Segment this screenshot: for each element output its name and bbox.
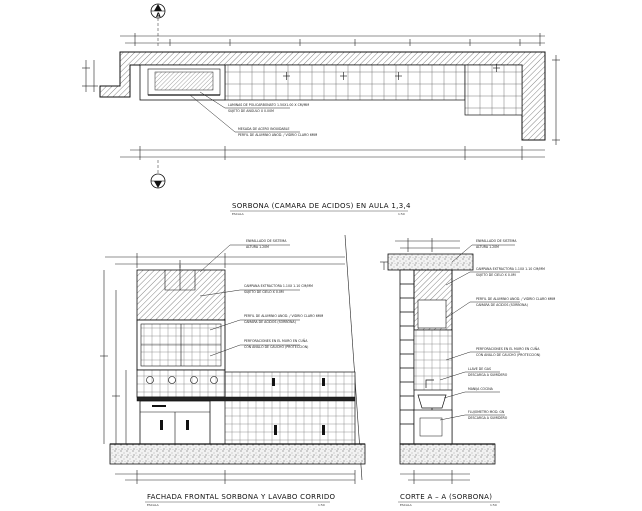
section-note-11: MANIJA COCINA bbox=[468, 387, 493, 391]
section-title: CORTE A – A (SORBONA) bbox=[400, 493, 493, 501]
plan-title: SORBONA (CAMARA DE ACIDOS) EN AULA 1,3,4 bbox=[232, 202, 411, 210]
plan-dimension-lines-right bbox=[552, 55, 560, 145]
elevation-dimension-lines-top bbox=[105, 253, 345, 268]
section-note-5: PERFIL DE ALUMINIO ANOD. / VIDRIO CLARO 6MM bbox=[476, 297, 556, 301]
section-note-2: ALTURA 1.20M bbox=[476, 245, 499, 249]
elevation-floor bbox=[110, 444, 365, 464]
plan-note-2: SUJETO DE ANGULO X 0.00M bbox=[228, 109, 274, 113]
section-dimension-lines-left bbox=[380, 262, 388, 270]
section-note-4: SUJETO DE CIELO X 0.0M bbox=[476, 273, 516, 277]
section-a-a bbox=[380, 238, 556, 507]
plan-scale-label: ESCALA bbox=[232, 212, 244, 216]
elevation-scale-value: 1:50 bbox=[318, 503, 325, 507]
elevation-note-2: ALTURA 1.20M bbox=[246, 245, 269, 249]
elevation-title: FACHADA FRONTAL SORBONA Y LAVABO CORRIDO bbox=[147, 493, 336, 501]
plan-side-tiles bbox=[465, 65, 522, 115]
section-note-1: ENMALLADO DE SISTEMA bbox=[476, 239, 517, 243]
plan-dimension-lines-left bbox=[82, 60, 98, 92]
plan-dimension-lines-bottom bbox=[120, 146, 545, 160]
elevation-note-8: CON ANILLO DE CAUCHO (PROTECCION) bbox=[244, 345, 309, 349]
section-mark-label-top: A bbox=[156, 12, 161, 19]
elevation-note-4: SUJETO DE CIELO X 0.0M bbox=[244, 290, 284, 294]
section-marker-bottom bbox=[151, 160, 165, 188]
section-scale-value: 1:50 bbox=[490, 503, 497, 507]
elevation-tiled-wall bbox=[225, 372, 355, 444]
elevation-note-7: PERFORACIONES EN EL MURO EN CUÑA bbox=[244, 339, 308, 343]
plan-note-3: MESADA DE ACERO INOXIDABLE bbox=[238, 127, 290, 131]
section-note-10: DESCARGA A SUMIDERO bbox=[468, 373, 508, 377]
plan-note-1: LAMINAS DE POLICARBONATO 1.50X1.00 X CM/MM bbox=[228, 103, 310, 107]
elevation-scale-label: ESCALA bbox=[147, 503, 159, 507]
section-dimension-lines-top bbox=[395, 238, 460, 252]
elevation-countertop bbox=[137, 397, 355, 401]
elevation-note-6: CAMARA DE ACIDOS (SORBONA) bbox=[244, 320, 296, 324]
elevation-note-3: CAMPANA EXTRACTORA 1.10X 1.10 CM/MM bbox=[244, 284, 313, 288]
elevation-dimension-lines-left bbox=[100, 270, 126, 444]
front-elevation bbox=[100, 235, 365, 507]
plan-counter-tiles bbox=[225, 65, 465, 100]
section-marker-top bbox=[151, 4, 165, 46]
section-scale-label: ESCALA bbox=[400, 503, 412, 507]
section-note-8: CON ANILLO DE CAUCHO (PROTECCION) bbox=[476, 353, 541, 357]
elevation-dimension-lines-bottom bbox=[115, 470, 355, 484]
section-ceiling-slab bbox=[388, 254, 473, 270]
plan-dimension-lines-top bbox=[120, 33, 545, 46]
elevation-note-1: ENMALLADO DE SISTEMA bbox=[246, 239, 287, 243]
section-note-12: FLUJOMETRO MOD. GN bbox=[468, 410, 505, 414]
elevation-fume-chamber bbox=[137, 320, 225, 370]
section-note-7: PERFORACIONES EN EL MURO EN CUÑA bbox=[476, 347, 540, 351]
plan-fume-hood bbox=[140, 65, 225, 100]
section-note-9: LLAVE DE GAS bbox=[468, 367, 491, 371]
section-floor bbox=[400, 444, 495, 464]
section-note-13: DESCARGA A SUMIDERO bbox=[468, 416, 508, 420]
plan-view bbox=[82, 4, 560, 216]
section-dimension-lines-bottom bbox=[400, 470, 470, 484]
elevation-note-5: PERFIL DE ALUMINIO ANOD. / VIDRIO CLARO 6MM bbox=[244, 314, 324, 318]
section-wall-blocks bbox=[400, 270, 414, 444]
section-note-6: CAMARA DE ACIDOS (SORBONA) bbox=[476, 303, 528, 307]
elevation-hood-hatched bbox=[137, 270, 225, 320]
plan-note-4: PERFIL DE ALUMINIO ANOD. / VIDRIO CLARO 6MM bbox=[238, 133, 318, 137]
section-note-3: CAMPANA EXTRACTORA 1.10X 1.10 CM/MM bbox=[476, 267, 545, 271]
elevation-base-cabinet bbox=[140, 401, 210, 444]
plan-scale-value: 1:50 bbox=[398, 212, 405, 216]
